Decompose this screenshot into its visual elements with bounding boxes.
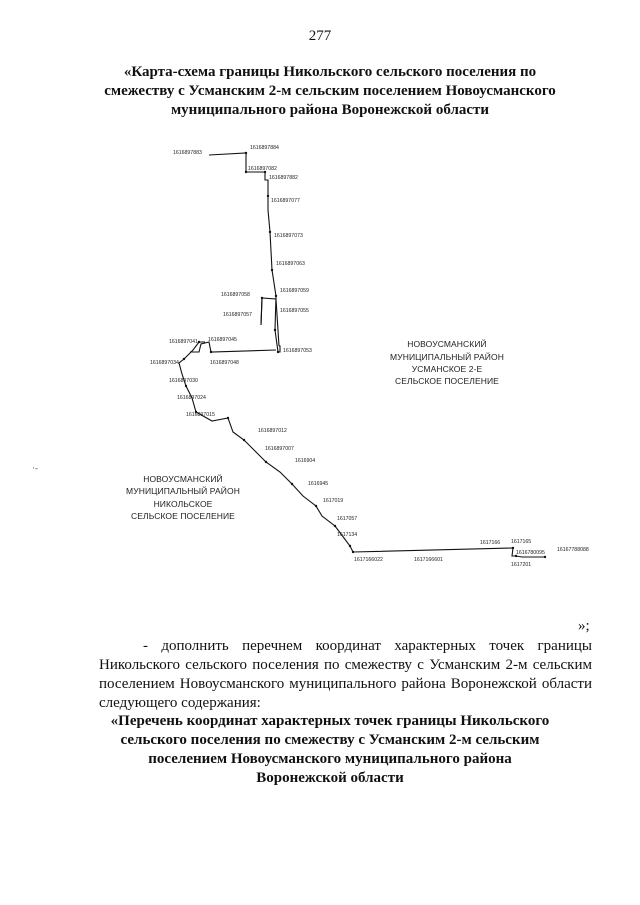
point-label: 1616897041 bbox=[169, 339, 198, 345]
point-label: 1616897034 bbox=[150, 360, 179, 366]
point-label: 1616897045 bbox=[208, 337, 237, 343]
point-label: 1616897073 bbox=[274, 233, 303, 239]
point-label: 1616897012 bbox=[258, 428, 287, 434]
region-label: СЕЛЬСКОЕ ПОСЕЛЕНИЕ bbox=[131, 511, 235, 521]
point-label: 1617019 bbox=[323, 498, 344, 504]
point-label: 1616897048 bbox=[210, 360, 239, 366]
point-label: 1616897063 bbox=[276, 261, 305, 267]
point-label: 1616945 bbox=[308, 481, 329, 487]
point-label: 1616897059 bbox=[280, 288, 309, 294]
paragraph-text: - дополнить перечнем координат характерных точек границы Никольского сельского поселения по смежеству с Усманским 2-м сельским поселением Новоусманского муниципального района Воронежской области следующего содержания: bbox=[99, 638, 592, 711]
point-label: 1616897007 bbox=[265, 446, 294, 452]
region-label: НОВОУСМАНСКИЙ bbox=[143, 474, 223, 484]
point-label: 1617201 bbox=[511, 562, 532, 568]
point-label: 1616897082 bbox=[248, 166, 277, 172]
margin-mark: ·- bbox=[32, 463, 38, 473]
region-label: УСМАНСКОЕ 2-Е bbox=[411, 364, 483, 374]
point-label: 1616897883 bbox=[173, 150, 202, 156]
region-label: НИКОЛЬСКОЕ bbox=[153, 499, 213, 509]
page-number: 277 bbox=[308, 28, 332, 44]
point-label: 1616897053 bbox=[283, 348, 312, 354]
point-label: 1617057 bbox=[337, 516, 358, 522]
region-left bbox=[126, 473, 240, 521]
point-label: 1616897055 bbox=[280, 308, 309, 314]
point-label: 1617134 bbox=[337, 532, 358, 538]
region-label: СЕЛЬСКОЕ ПОСЕЛЕНИЕ bbox=[395, 376, 499, 386]
point-label: 1616897058 bbox=[221, 292, 250, 298]
point-labels bbox=[150, 145, 589, 568]
list-title: «Перечень координат характерных точек границы Никольского сельского поселения по смежеству с Усманским 2-м сельским поселением Новоусманского муниципального района Воронежской области bbox=[110, 713, 550, 786]
region-label: МУНИЦИПАЛЬНЫЙ РАЙОН bbox=[126, 486, 240, 496]
point-label: 1616897015 bbox=[186, 412, 215, 418]
point-label: 1617166 bbox=[480, 540, 501, 546]
map-title: «Карта-схема границы Никольского сельского поселения по смежеству с Усманским 2-м сельским поселением Новоусманского муниципального района Воронежской области bbox=[104, 64, 556, 118]
point-label: 1616897077 bbox=[271, 198, 300, 204]
body-paragraph bbox=[99, 637, 592, 713]
closing-mark: »; bbox=[578, 618, 590, 634]
point-label: 1616780095 bbox=[516, 550, 545, 556]
point-label: 1617166601 bbox=[414, 557, 443, 563]
point-label: 1616904 bbox=[295, 458, 316, 464]
point-label: 16167788088 bbox=[557, 547, 589, 553]
region-label: МУНИЦИПАЛЬНЫЙ РАЙОН bbox=[390, 352, 504, 362]
point-label: 1617165 bbox=[511, 539, 532, 545]
point-label: 1616897030 bbox=[169, 378, 198, 384]
point-label: 1616897882 bbox=[269, 175, 298, 181]
region-right bbox=[390, 338, 504, 386]
point-label: 1616897884 bbox=[250, 145, 279, 151]
boundary-map bbox=[0, 120, 640, 590]
point-label: 1616897057 bbox=[223, 312, 252, 318]
point-label: 1616897024 bbox=[177, 395, 206, 401]
region-label: НОВОУСМАНСКИЙ bbox=[407, 339, 487, 349]
point-label: 1617166022 bbox=[354, 557, 383, 563]
